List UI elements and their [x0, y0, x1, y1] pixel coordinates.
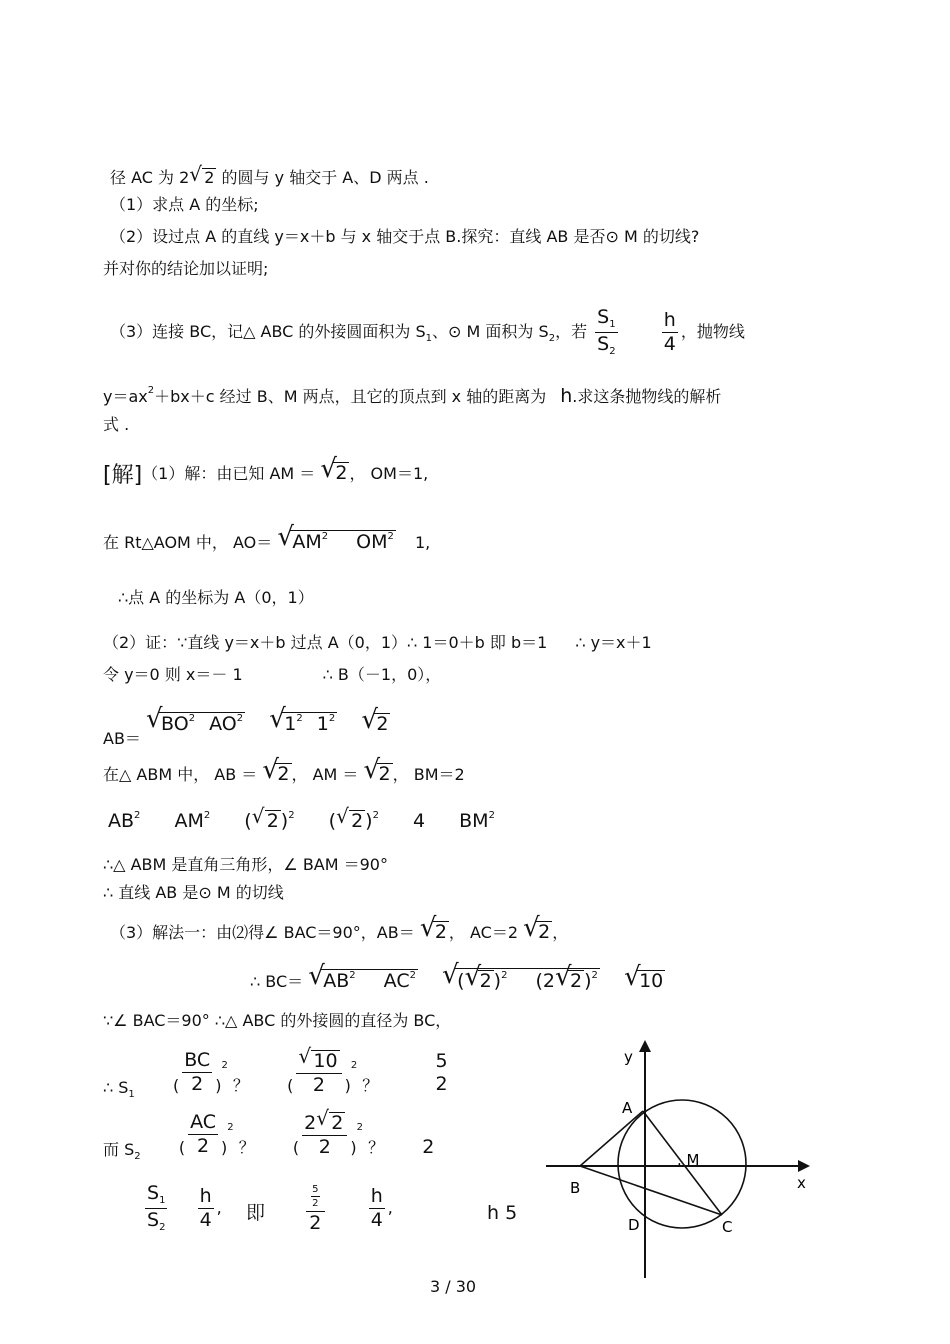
- solution-ao: 在 Rt△AOM 中， AO＝ √ $AM^2$ $OM^2$ 1,: [103, 522, 431, 553]
- y-axis-arrow: [639, 1040, 651, 1052]
- fraction-h-4: $\frac{h}{4}$: [663, 309, 676, 355]
- solution-tangent: ∴ 直线 AB 是⊙ M 的切线: [103, 883, 284, 902]
- solution-pythag: $AB^2$ $AM^2$ ( √ 2 )$^2$ ( √ 2 )$^2$ 4 $BM^2$: [108, 804, 495, 832]
- label-b: B: [570, 1179, 581, 1197]
- solution-3-method: （3）解法一：由⑵得∠ BAC＝90°，AB＝ √ 2 ， AC＝2 √ 2 ，: [110, 913, 569, 943]
- segment-bc: [580, 1166, 722, 1215]
- text-circle-intersect: 的圆与 y 轴交于 A、D 两点 .: [216, 168, 429, 187]
- page-number: 3 / 30: [430, 1277, 477, 1296]
- solution-a-coord: ∴点 A 的坐标为 A（0，1）: [118, 588, 314, 607]
- fraction-s1-s2: $\frac{S_1}{S_2}$: [597, 306, 616, 357]
- solution-2-b: 令 y＝0 则 x＝－ 1 ∴ B（－1，0），: [103, 665, 442, 684]
- solution-ab: AB＝ √ $BO^2$ $AO^2$ √ $1^2$ $1^2$ √ 2: [103, 704, 389, 748]
- label-d: D: [628, 1216, 640, 1234]
- label-y: y: [624, 1048, 633, 1066]
- solution-s2: 而 $S_2$ ( $\frac{AC}{2}$ )$^2$ ？ ( 2 √ 2 2 )$^2$ ？ 2: [103, 1106, 435, 1162]
- problem-part-2: （2）设过点 A 的直线 y＝x＋b 与 x 轴交于点 B.探究：直线 AB 是否⊙ M 的切线?: [110, 227, 700, 246]
- problem-part-2-cont: 并对你的结论加以证明;: [103, 259, 269, 278]
- geometry-figure: [540, 1036, 820, 1281]
- problem-part-3-end: 式 .: [103, 415, 130, 434]
- label-c: C: [722, 1218, 733, 1236]
- segment-ba: [580, 1111, 643, 1166]
- problem-part-1: （1）求点 A 的坐标;: [110, 195, 259, 214]
- label-a: A: [622, 1099, 633, 1117]
- label-x: x: [797, 1174, 806, 1192]
- problem-line-1: [110, 162, 429, 187]
- label-m: . M: [677, 1151, 700, 1169]
- solution-abm: 在△ ABM 中， AB ＝ √ 2 ， AM ＝ √ 2 ， BM＝2: [103, 755, 465, 785]
- solution-s1: ∴ $S_1$ ( $\frac{BC}{2}$ )$^2$ ？ ( √ 10 2 )$^2$ ？ 5 2: [103, 1044, 448, 1100]
- sqrt-expr: √ 2: [189, 162, 215, 187]
- problem-part-3-cont: $y=ax^2+bx+c$ 经过 B、M 两点，且它的顶点到 x 轴的距离为 h.求这条抛物线的解析: [103, 385, 722, 407]
- solution-bc: ∴ BC＝ √ $AB^2$ $AC^2$ √ ( √ 2 )$^2$ (2 √ 2 )$^2$ √ 10: [250, 960, 664, 992]
- solution-label: [解]: [103, 463, 143, 488]
- sqrt-am-om: √ $AM^2$ $OM^2$: [277, 522, 394, 553]
- solution-right-angle: ∴△ ABM 是直角三角形，∠ BAM ＝90°: [103, 855, 388, 874]
- solution-2-line: （2）证：∵直线 y＝x＋b 过点 A（0，1）∴ 1＝0＋b 即 b＝1 ∴ y＝x＋1: [103, 633, 652, 652]
- problem-part-3: （3）连接 BC，记△ ABC 的外接圆面积为 $S_1$、⊙ M 面积为 $S_2$，若 $\frac{S_1}{S_2}$ $\frac{h}{4}$ ，抛物线: [110, 306, 745, 357]
- solution-diameter: ∵∠ BAC＝90° ∴△ ABC 的外接圆的直径为 BC，: [103, 1011, 452, 1030]
- solution-final: $\frac{S_1}{S_2}$ $\frac{h}{4}$ , 即 $\frac{\frac{5}{2}}{2}$ $\frac{h}{4}$ , h 5: [147, 1182, 518, 1234]
- text-diameter: 径 AC 为 2: [110, 168, 190, 187]
- solution-1: [解]（1）解：由已知 AM ＝ √ 2 ， OM＝1,: [103, 454, 429, 488]
- x-axis-arrow: [798, 1160, 810, 1172]
